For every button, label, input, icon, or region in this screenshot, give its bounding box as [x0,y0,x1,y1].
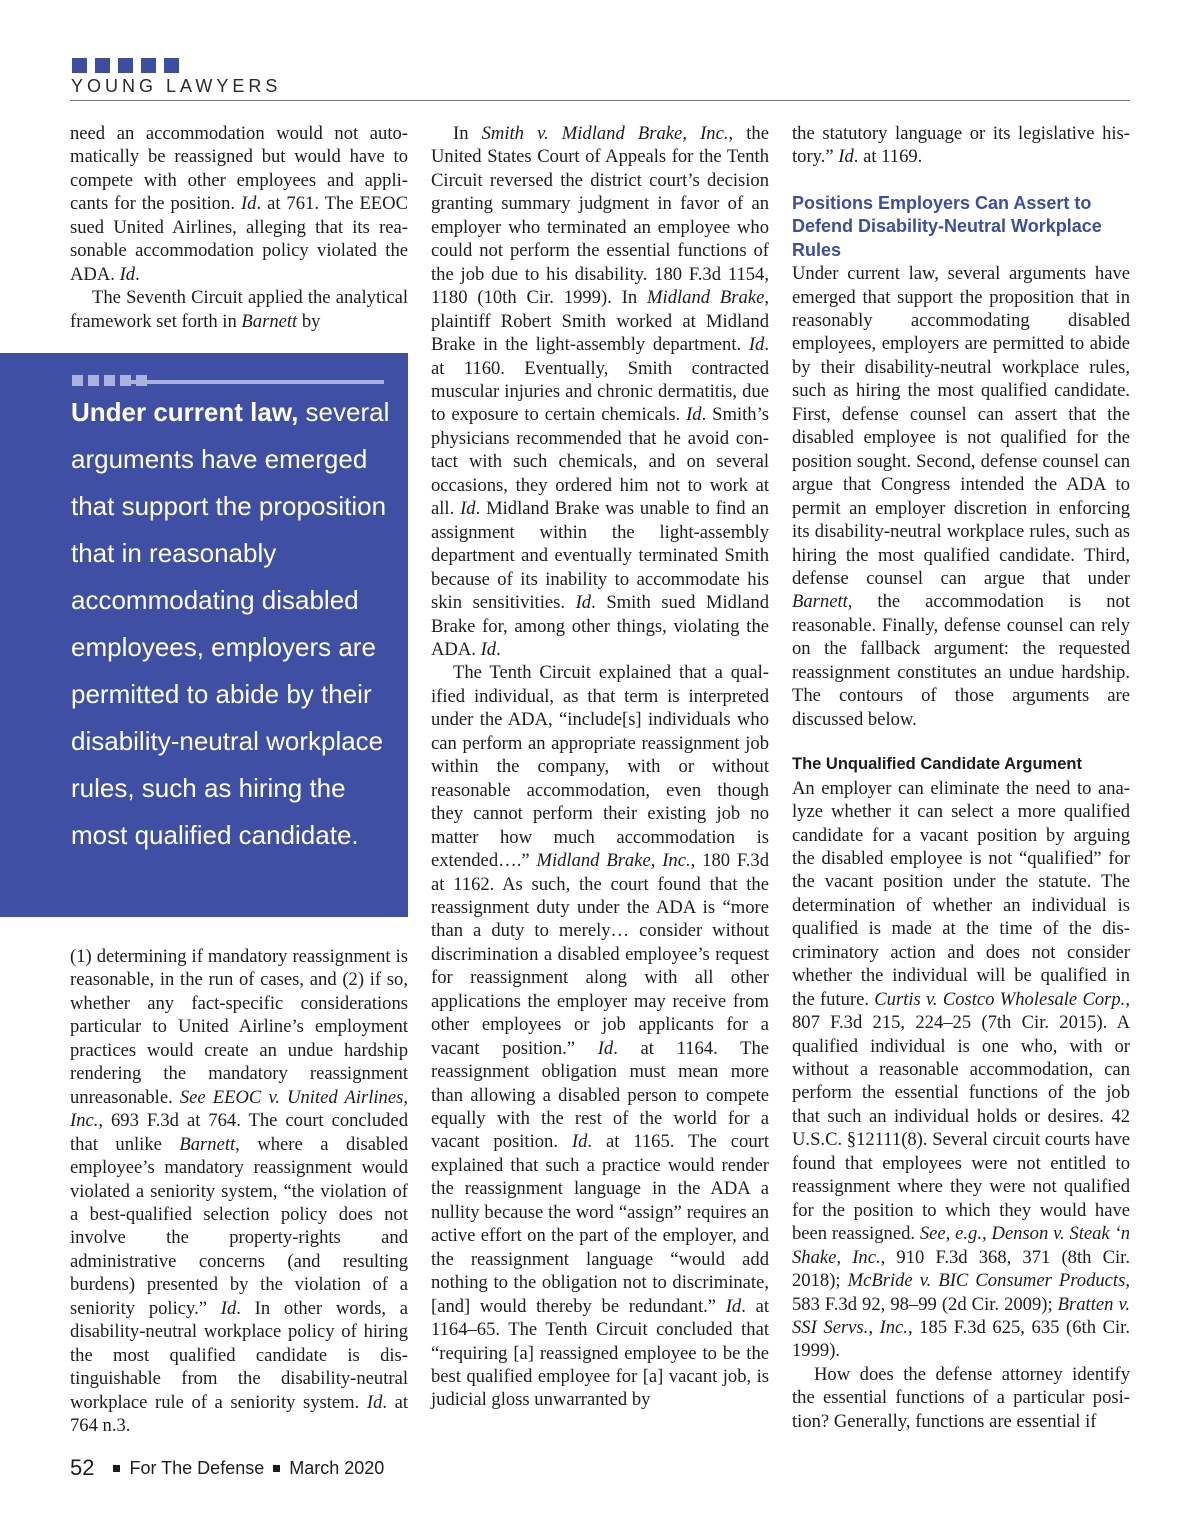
paragraph: Under current law, several arguments have emerged that support the proposition that in reasonably accommodating disabled employees, employers are permitted to abide by their disability-neutral workplace rules, such as hiring the most qualified candidate. First, defense counsel can assert that the disabled employee is not qualified for the position sought. Second, defense counsel can argue that Congress intended the ADA to permit an employer discretion in enforcing its disability-neutral workplace rules, such as hiring the most qualified candidate. Third, defense counsel can argue that under Barnett, the accommodation is not reasonable. Finally, defense counsel can rely on the fallback argument: the requested reassignment constitutes an undue hardship. The contours of those arguments are discussed below. [792,263,1130,730]
square-icon [164,58,179,73]
paragraph: How does the defense attorney identify the essential functions of a particular position? Generally, functions are essential if [792,1363,1130,1432]
paragraph: the statutory language or its legislative history.” Id. at 1169. [792,123,1130,168]
square-icon [72,375,83,386]
page-number: 52 [70,1455,95,1480]
header-divider [70,100,1130,101]
square-icon [104,375,115,386]
section-heading: Positions Employers Can Assert to Defend Disability-Neutral Workplace Rules [792,192,1102,260]
middle-column [431,122,769,1412]
bullet-icon [273,1465,280,1472]
square-icon [72,58,87,73]
pull-quote-lead: Under current law, [71,397,299,427]
pull-quote-rule [128,380,384,384]
pull-quote-box [0,353,408,917]
square-icon [95,58,110,73]
subsection-heading: The Unqualified Candidate Argument [792,755,1082,774]
right-column [792,122,1130,1433]
paragraph: need an accommodation would not automatically be reassigned but would have to compete with other employees and applicants for the position. Id. at 761. The EEOC sued United Airlines, alleging that its reasonable accommodation policy violated the ADA. Id. [70,123,408,285]
square-icon [141,58,156,73]
page-footer [70,1455,384,1481]
pull-quote-body: several arguments have emerged that support the proposition that in reasonably accommodating disabled employees, employers are permitted to abide by their disability-neutral workplace rules, such as hiring the most qualified candidate. [71,397,390,850]
square-icon [118,58,133,73]
left-column-bottom [70,945,408,1438]
paragraph: (1) determining if mandatory reassignment is reasonable, in the run of cases, and (2) if so, whether any fact-specific considerations particular to United Airline’s employment practices would create an undue hardship rendering the mandatory reassignment unreasonable. See EEOC v. United Airlines, Inc., 693 F.3d at 764. The court concluded that unlike Barnett, where a disabled employee’s mandatory reassignment would violated a seniority system, “the violation of a best-qualified selection policy does not involve the property-rights and administrative concerns (and resulting burdens) presented by the violation of a seniority policy.” Id. In other words, a disability-neutral workplace policy of hiring the most qualified candidate is distinguishable from the disability-neutral workplace rule of a seniority system. Id. at 764 n.3. [70,946,409,1437]
publication-name: For The Defense [129,1457,265,1478]
bullet-icon [113,1465,120,1472]
issue-date: March 2020 [289,1457,385,1478]
header-squares-decoration [72,58,179,73]
square-icon [88,375,99,386]
paragraph: The Seventh Circuit applied the analytical framework set forth in Barnett by [70,287,408,332]
left-column-top [70,122,408,333]
section-title: YOUNG LAWYERS [71,76,282,96]
paragraph: The Tenth Circuit explained that a qualified individual, as that term is interpreted under the ADA, “include[s] individuals who can perform an appropriate reassignment job within the company, with or without reasonable accommodation, even though they cannot perform their existing job no matter how much accommodation is extended….” Midland Brake, Inc., 180 F.3d at 1162. As such, the court found that the reassignment duty under the ADA is “more than a duty to merely… consider without discrimination a disabled employee’s request for reassignment along with all other applications the employer may receive from other employees or job applicants for a vacant position.” Id. at 1164. The reassignment obligation must mean more than allowing a disabled person to compete equally with the rest of the world for a vacant position. Id. at 1165. The court explained that such a practice would render the reassignment language in the ADA a nullity because the word “assign” requires an active effort on the part of the employer, and the reassignment language “would add nothing to the obligation not to discriminate, [and] would thereby be redundant.” Id. at 1164–65. The Tenth Circuit concluded that “requiring [a] reassigned employee to be the best qualified employee for [a] vacant job, is judicial gloss unwarranted by [431,662,769,1411]
pull-quote-text [71,389,401,859]
paragraph: In Smith v. Midland Brake, Inc., the United States Court of Appeals for the Tenth Circuit reversed the district court’s decision granting summary judgment in favor of an employer who terminated an employee who could not perform the essential functions of the job due to his disability. 180 F.3d 1154, 1180 (10th Cir. 1999). In Midland Brake, plaintiff Robert Smith worked at Midland Brake in the light-assembly department. Id. at 1160. Eventually, Smith contracted muscular injuries and chronic dermatitis, due to exposure to certain chemicals. Id. Smith’s physicians recommended that he avoid contact with such chemicals, and on several occasions, they ordered him not to work at all. Id. Midland Brake was unable to find an assignment within the light-assembly department and eventually terminated Smith because of its inability to accommodate his skin sensitivities. Id. Smith sued Midland Brake for, among other things, violating the ADA. Id. [431,123,769,660]
paragraph: An employer can eliminate the need to analyze whether it can select a more qualified candidate for a vacant position by arguing the disabled employee is not “qualified” for the vacant position under the statute. The determination of whether an individual is qualified is made at the time of the discriminatory action and does not consider whether the individual will be qualified in the future. Curtis v. Costco Wholesale Corp., 807 F.3d 215, 224–25 (7th Cir. 2015). A qualified individual is one who, with or without a reasonable accommodation, can perform the essential functions of the job that such an individual holds or desires. 42 U.S.C. §12111(8). Several circuit courts have found that employees were not entitled to reassignment where they were not qualified for the position to which they would have been reassigned. See, e.g., Denson v. Steak ‘n Shake, Inc., 910 F.3d 368, 371 (8th Cir. 2018); McBride v. BIC Consumer Products, 583 F.3d 92, 98–99 (2d Cir. 2009); Bratten v. SSI Servs., Inc., 185 F.3d 625, 635 (6th Cir. 1999). [792,777,1130,1362]
